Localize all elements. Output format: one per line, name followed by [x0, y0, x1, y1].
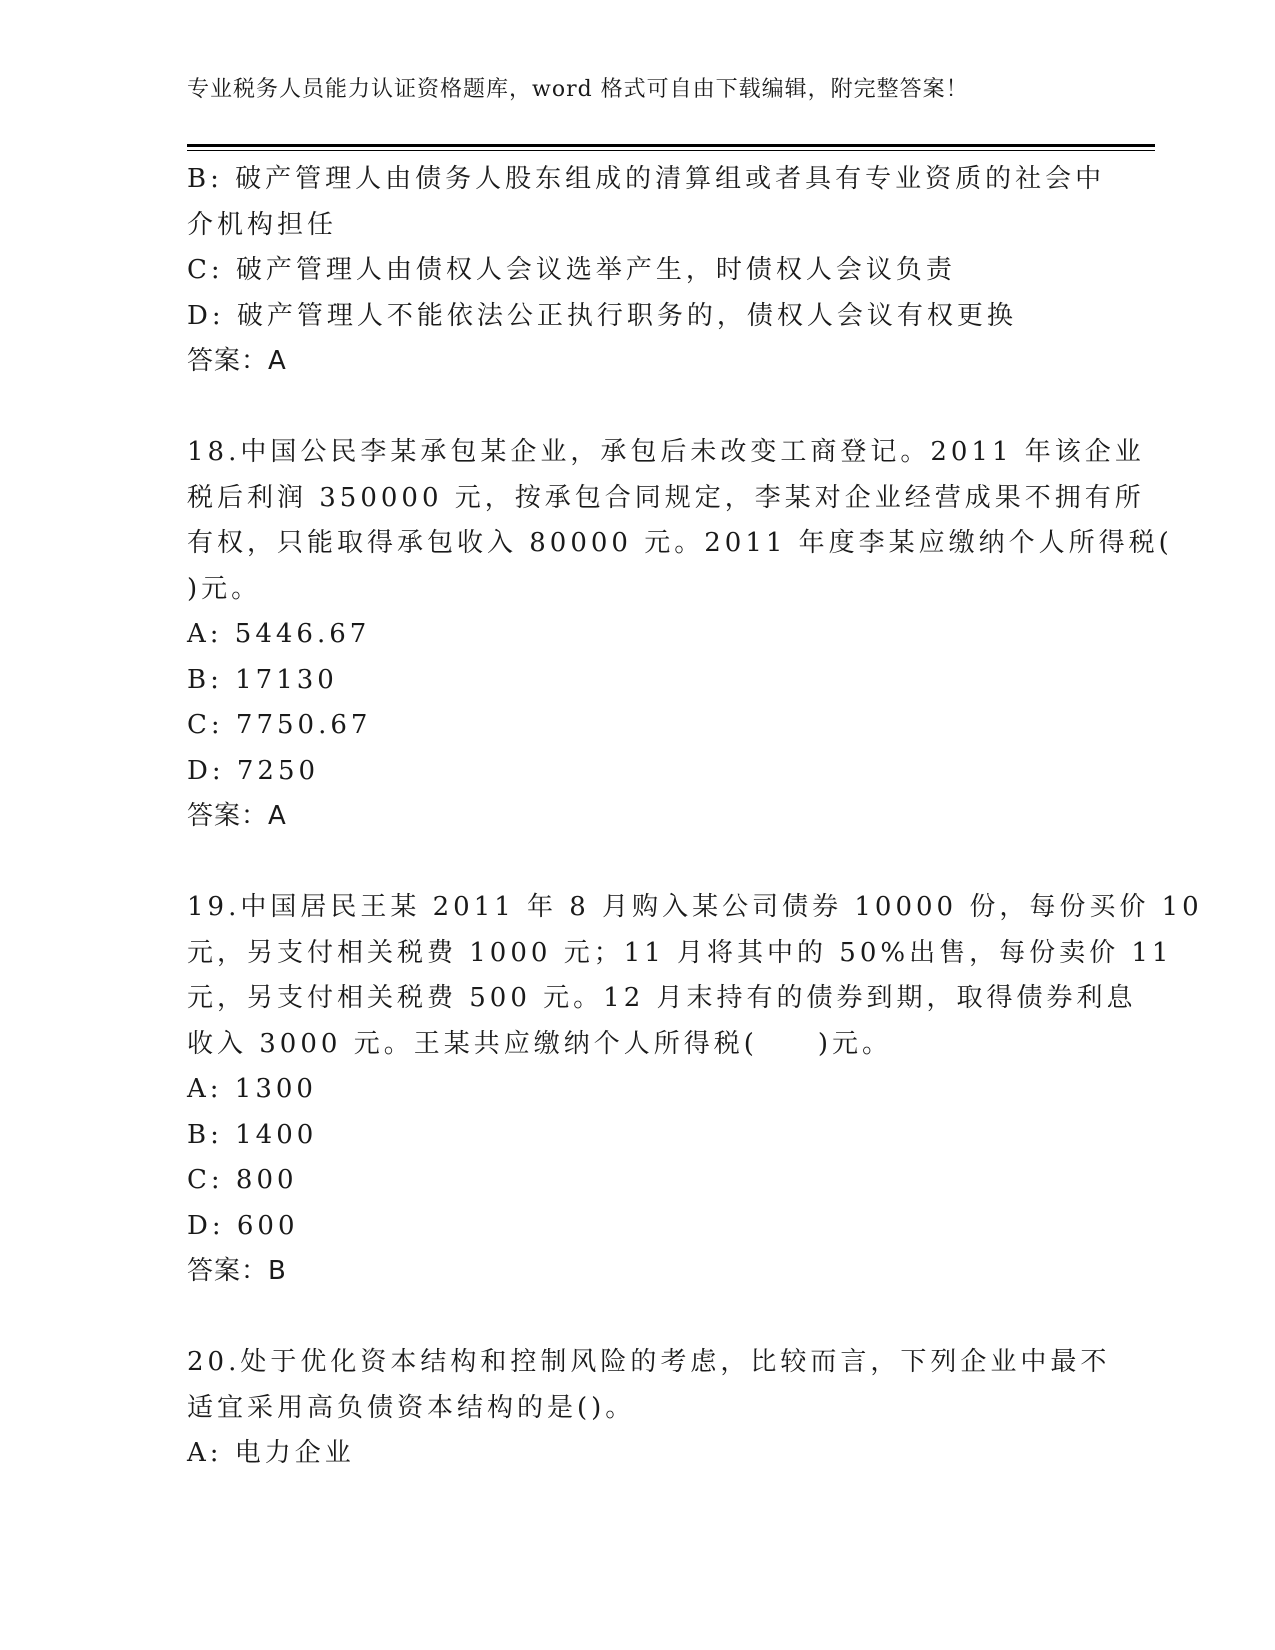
spacer: [187, 1295, 1087, 1341]
question-stem-line2: 元，另支付相关税费 1000 元；11 月将其中的 50%出售，每份卖价 11: [187, 937, 1173, 968]
question-stem-line3: 元，另支付相关税费 500 元。12 月末持有的债券到期，取得债券利息: [187, 983, 1137, 1013]
option-d: D: 7250: [187, 755, 320, 786]
spacer: [187, 385, 1087, 431]
option-d: D: 破产管理人不能依法公正执行职务的，债权人会议有权更换: [187, 300, 1017, 331]
answer: 答案：A: [187, 801, 287, 831]
question-stem-line2: 税后利润 350000 元，按承包合同规定，李某对企业经营成果不拥有所: [187, 482, 1145, 513]
spacer: [187, 840, 1087, 886]
question-17: [187, 157, 1106, 385]
option-c: C: 7750.67: [187, 710, 372, 740]
question-19: [187, 885, 1203, 1295]
header-divider-thin: [187, 150, 1155, 151]
option-d: D: 600: [187, 1210, 299, 1241]
option-b: B: 1400: [187, 1119, 318, 1150]
option-b-line2: 介机构担任: [187, 209, 338, 240]
header-divider-thick: [187, 144, 1155, 147]
question-stem-line1: 18.中国公民李某承包某企业，承包后未改变工商登记。2011 年该企业: [187, 437, 1145, 467]
question-stem-line2: 适宜采用高负债资本结构的是()。: [187, 1392, 636, 1423]
question-stem-line4: )元。: [187, 573, 262, 604]
question-20: [187, 1340, 1111, 1477]
option-c: C: 破产管理人由债权人会议选举产生，时债权人会议负责: [187, 255, 956, 285]
option-a: A: 电力企业: [187, 1438, 355, 1468]
option-c: C: 800: [187, 1165, 298, 1195]
question-stem-line4: 收入 3000 元。王某共应缴纳个人所得税( )元。: [187, 1028, 892, 1059]
page-header: 专业税务人员能力认证资格题库，word 格式可自由下载编辑，附完整答案！: [187, 77, 969, 102]
question-stem-line1: 20.处于优化资本结构和控制风险的考虑，比较而言，下列企业中最不: [187, 1347, 1111, 1377]
answer: 答案：A: [187, 346, 287, 376]
option-a: A: 5446.67: [187, 619, 371, 649]
answer: 答案：B: [187, 1256, 287, 1286]
question-18: [187, 430, 1173, 840]
option-a: A: 1300: [187, 1074, 317, 1104]
question-stem-line1: 19.中国居民王某 2011 年 8 月购入某公司债券 10000 份，每份买价 10: [187, 892, 1203, 922]
question-content: [187, 157, 1203, 1477]
option-b-line1: B: 破产管理人由债务人股东组成的清算组或者具有专业资质的社会中: [187, 164, 1106, 194]
question-stem-line3: 有权，只能取得承包收入 80000 元。2011 年度李某应缴纳个人所得税(: [187, 528, 1173, 558]
option-b: B: 17130: [187, 664, 338, 695]
